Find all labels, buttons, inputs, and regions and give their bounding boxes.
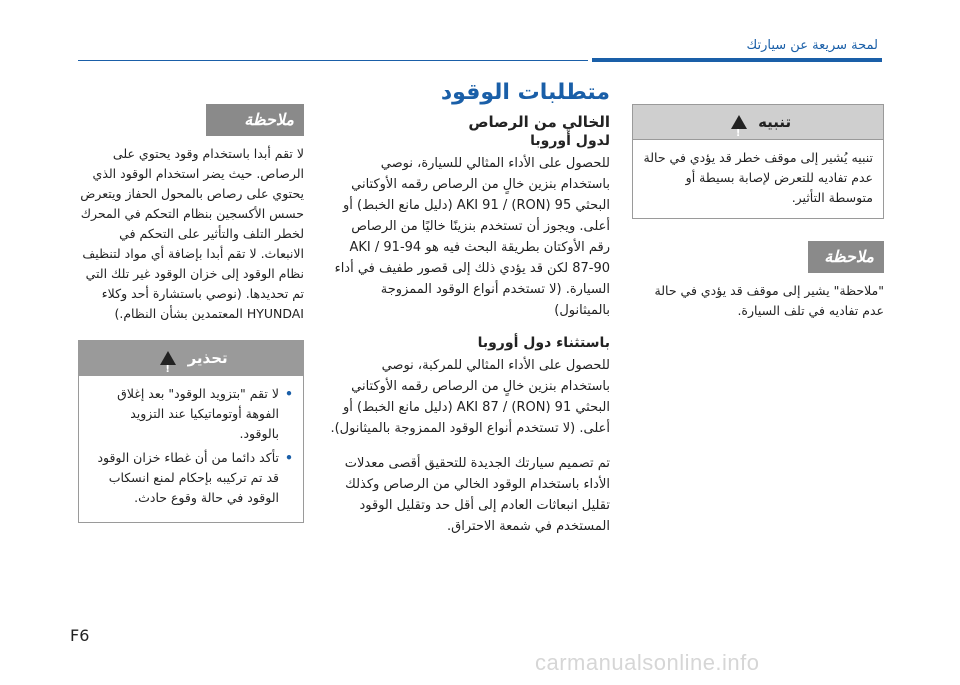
sub1-text: للحصول على الأداء المثالي للسيارة، نوصي باستخدام بنزين خالٍ من الرصاص رقمه الأوكتاني البحثي 95 (RON) / AKI 91 (دليل مانع الخبط) أو أعلى. ويجوز أن تستخدم بنزينًا خاليًا من الرصاص رقم الأوكتان بطريقة البحث فيه هو AKI / 91-94 87-90 لكن قد يؤدي ذلك إلى قصور طفيف في أداء السيارة. (لا تستخدم أنواع الوقود الممزوجة بالميثانول) xyxy=(334,156,610,318)
info-text: "ملاحظة" يشير إلى موقف قد يؤدي في حالة عدم تفاديه في تلف السيارة. xyxy=(654,283,884,318)
caution-box xyxy=(632,104,884,219)
header-title: لمحة سريعة عن سيارتك xyxy=(746,38,878,53)
paragraph-3: تم تصميم سيارتك الجديدة للتحقيق أقصى معدلات الأداء باستخدام الوقود الخالي من الرصاص وكذلك تقليل انبعاثات العادم إلى أقل حد وتقليل الوقود المستخدم في شمعة الاحتراق. xyxy=(344,456,610,534)
caution-box-header xyxy=(633,105,883,140)
sub2-heading: باستثناء دول أوروبا xyxy=(477,335,610,351)
warning-triangle-icon xyxy=(160,351,176,365)
warning-triangle-icon xyxy=(731,115,747,129)
warning-box xyxy=(78,340,304,523)
header-rule-thick xyxy=(592,58,882,62)
caution-box-body: تنبيه يُشير إلى موقف خطر قد يؤدي في حالة عدم تفاديه للتعرض لإصابة بسيطة أو متوسطة التأثير. xyxy=(643,150,873,205)
list-item: • لا تقم "بتزويد الوقود" بعد إغلاق الفوهة أوتوماتيكيا عند التزويد بالوقود. xyxy=(89,384,293,444)
middle-column xyxy=(330,80,610,551)
left-column xyxy=(78,104,304,523)
info-header-left: ملاحظة xyxy=(206,104,304,136)
subtitle: الخالي من الرصاص xyxy=(468,113,610,131)
sub1-heading: لدول أوروبا xyxy=(530,133,610,149)
page-number: F6 xyxy=(70,626,90,645)
warning-list xyxy=(89,384,293,508)
info-header: ملاحظة xyxy=(808,241,884,273)
warning-box-header xyxy=(79,341,303,376)
warning-box-body xyxy=(79,376,303,522)
info-text-left: لا تقم أبدا باستخدام وقود يحتوي على الرصاص. حيث يضر استخدام الوقود الذي يحتوي على رصاص بالمحول الحفاز ويتعرض حسس الأكسجين بنظام التحكم في المحرك لخطر التلف والتأثير على التحكم في الانبعاث. لا تقم أبدا بإضافة أي مواد لتنظيف نظام الوقود إلى خزان الوقود غير تلك التي تم تحديدها. (نوصي باستشارة أحد وكلاء HYUNDAI المعتمدين بشأن النظام.) xyxy=(80,146,304,321)
watermark: carmanualsonline.info xyxy=(535,650,760,675)
caution-title: تنبيه xyxy=(758,113,792,131)
header-rule-thin xyxy=(78,60,588,61)
list-item: • تأكد دائما من أن غطاء خزان الوقود قد تم تركيبه بإحكام لمنع انسكاب الوقود في حالة وقوع حادث. xyxy=(89,448,293,508)
section-title: متطلبات الوقود xyxy=(440,80,610,105)
sub2-text: للحصول على الأداء المثالي للمركبة، نوصي باستخدام بنزين خالٍ من الرصاص رقمه الأوكتاني البحثي 91 (RON) / AKI 87 (دليل مانع الخبط) أو أعلى. (لا تستخدم أنواع الوقود الممزوجة بالميثانول). xyxy=(330,358,610,436)
warning-title: تحذير xyxy=(187,349,228,367)
right-column xyxy=(632,104,884,321)
